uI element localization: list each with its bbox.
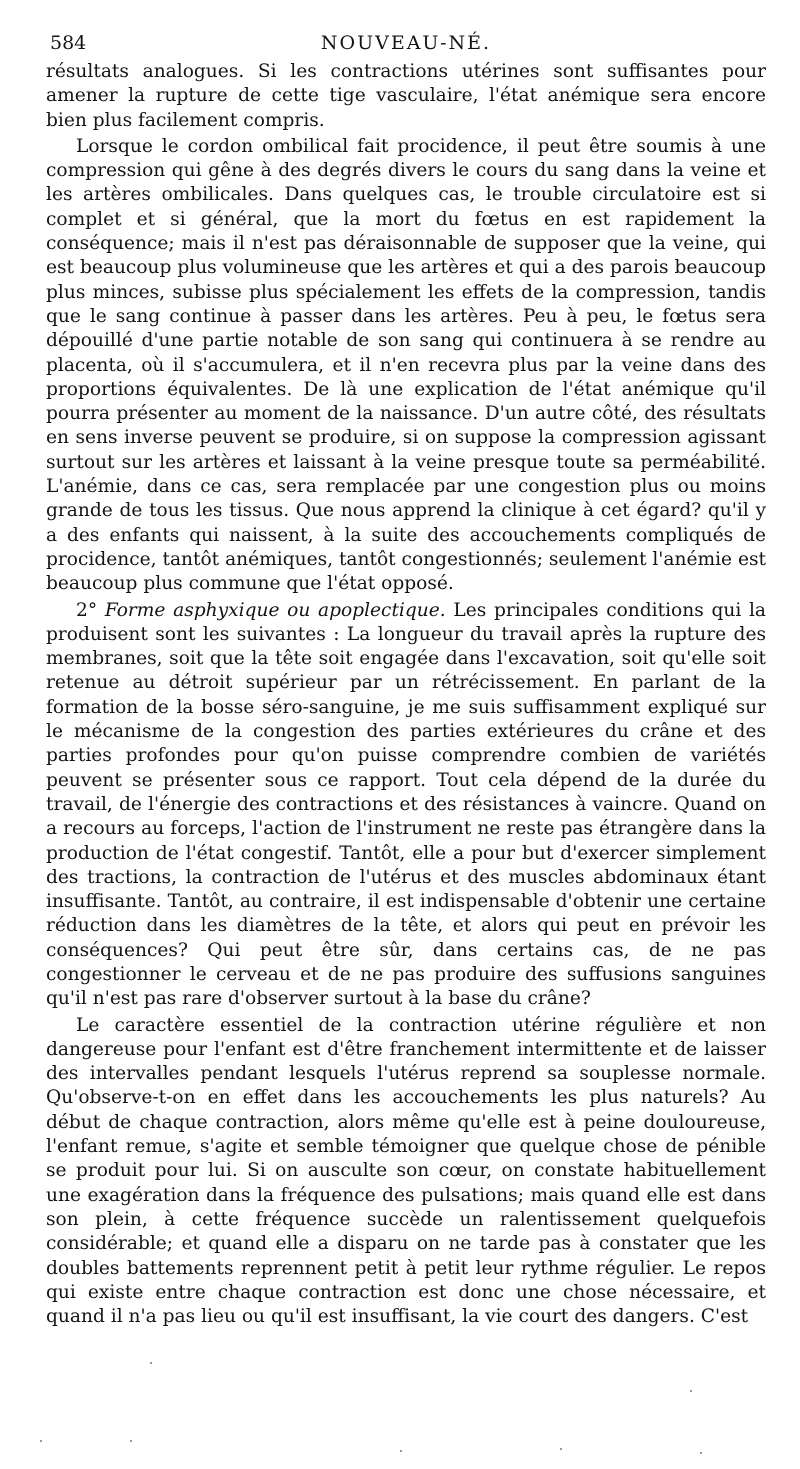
- paragraph-1: [46, 60, 766, 133]
- paragraph-3: [46, 599, 766, 1012]
- section-heading-italic: Forme asphyxique ou apoplectique.: [104, 599, 446, 621]
- paragraph-2-text: Lorsque le cordon ombilical fait procidence, il peut être soumis à une compression qui gêne à des degrés divers le cours du sang dans la veine et les artères ombilicales. Dans quelques cas, le trouble circulatoire est si complet et si général, que la mort du fœtus en est rapidement la conséquence; mais il n'est pas déraisonnable de supposer que la veine, qui est beaucoup plus volumineuse que les artères et qui a des parois beaucoup plus minces, subisse plus spécialement les effets de la compression, tandis que le sang continue à passer dans les artères. Peu à peu, le fœtus sera dépouillé d'une partie notable de son sang qui continuera à se rendre au placenta, où il s'accumulera, et il n'en recevra plus par la veine dans des proportions équivalentes. De là une explication de l'état anémique qu'il pourra présenter au moment de la naissance. D'un autre côté, des résultats en sens inverse peuvent se produire, si on suppose la compression agissant surtout sur les artères et laissant à la veine presque toute sa perméabilité. L'anémie, dans ce cas, sera remplacée par une congestion plus ou moins grande de tous les tissus. Que nous apprend la clinique à cet égard? qu'il y a des enfants qui naissent, à la suite des accouchements compliqués de procidence, tantôt anémiques, tantôt congestionnés; seulement l'anémie est beaucoup plus commune que l'état opposé.: [46, 135, 766, 595]
- paragraph-3-text: Les principales conditions qui la produisent sont les suivantes : La longueur du travail après la rupture des membranes, soit que la tête soit engagée dans l'excavation, soit qu'elle soit retenue au détroit supérieur par un rétrécissement. En parlant de la formation de la bosse séro-sanguine, je me suis suffisamment expliqué sur le mécanisme de la congestion des parties extérieures du crâne et des parties profondes pour qu'on puisse comprendre combien de variétés peuvent se présenter sous ce rapport. Tout cela dépend de la durée du travail, de l'énergie des contractions et des résistances à vaincre. Quand on a recours au forceps, l'action de l'instrument ne reste pas étrangère dans la production de l'état congestif. Tantôt, elle a pour but d'exercer simplement des tractions, la contraction de l'utérus et des muscles abdominaux étant insuffisante. Tantôt, au contraire, il est indispensable d'obtenir une certaine réduction dans les diamètres de la tête, et alors qui peut en prévoir les conséquences? Qui peut être sûr, dans certains cas, de ne pas congestionner le cerveau et de ne pas produire des suffusions sanguines qu'il n'est pas rare d'observer surtout à la base du crâne?: [46, 599, 766, 1010]
- paragraph-4-text: Le caractère essentiel de la contraction utérine régulière et non dangereuse pour l'enfant est d'être franchement intermittente et de laisser des intervalles pendant lesquels l'utérus reprend sa souplesse normale. Qu'observe-t-on en effet dans les accouchements les plus naturels? Au début de chaque contraction, alors même qu'elle est à peine douloureuse, l'enfant remue, s'agite et semble témoigner que quelque chose de pénible se produit pour lui. Si on ausculte son cœur, on constate habituellement une exagération dans la fréquence des pulsations; mais quand elle est dans son plein, à cette fréquence succède un ralentissement quelquefois considérable; et quand elle a disparu on ne tarde pas à constater que les doubles battements reprennent petit à petit leur rythme régulier. Le repos qui existe entre chaque contraction est donc une chose nécessaire, et quand il n'a pas lieu ou qu'il est insuffisant, la vie court des dangers. C'est: [46, 1014, 766, 1328]
- scan-speck: [150, 1362, 152, 1364]
- scan-speck: [40, 1440, 42, 1442]
- body-text: [46, 60, 766, 1329]
- scan-speck: [130, 1440, 132, 1442]
- page-number: 584: [50, 32, 87, 54]
- page: [46, 26, 766, 1329]
- paragraph-2: [46, 135, 766, 597]
- scan-speck: [690, 1390, 692, 1392]
- scan-speck: [400, 1450, 402, 1452]
- paragraph-1-text: résultats analogues. Si les contractions utérines sont suffisantes pour amener la rupture de cette tige vasculaire, l'état anémique sera encore bien plus facilement compris.: [46, 61, 766, 131]
- running-title: NOUVEAU-NÉ.: [320, 32, 492, 54]
- scan-speck: [560, 1448, 562, 1450]
- paragraph-3-lead: 2°: [76, 599, 105, 621]
- page-header: [46, 26, 766, 60]
- scan-speck: [700, 1452, 702, 1454]
- paragraph-4: [46, 1014, 766, 1330]
